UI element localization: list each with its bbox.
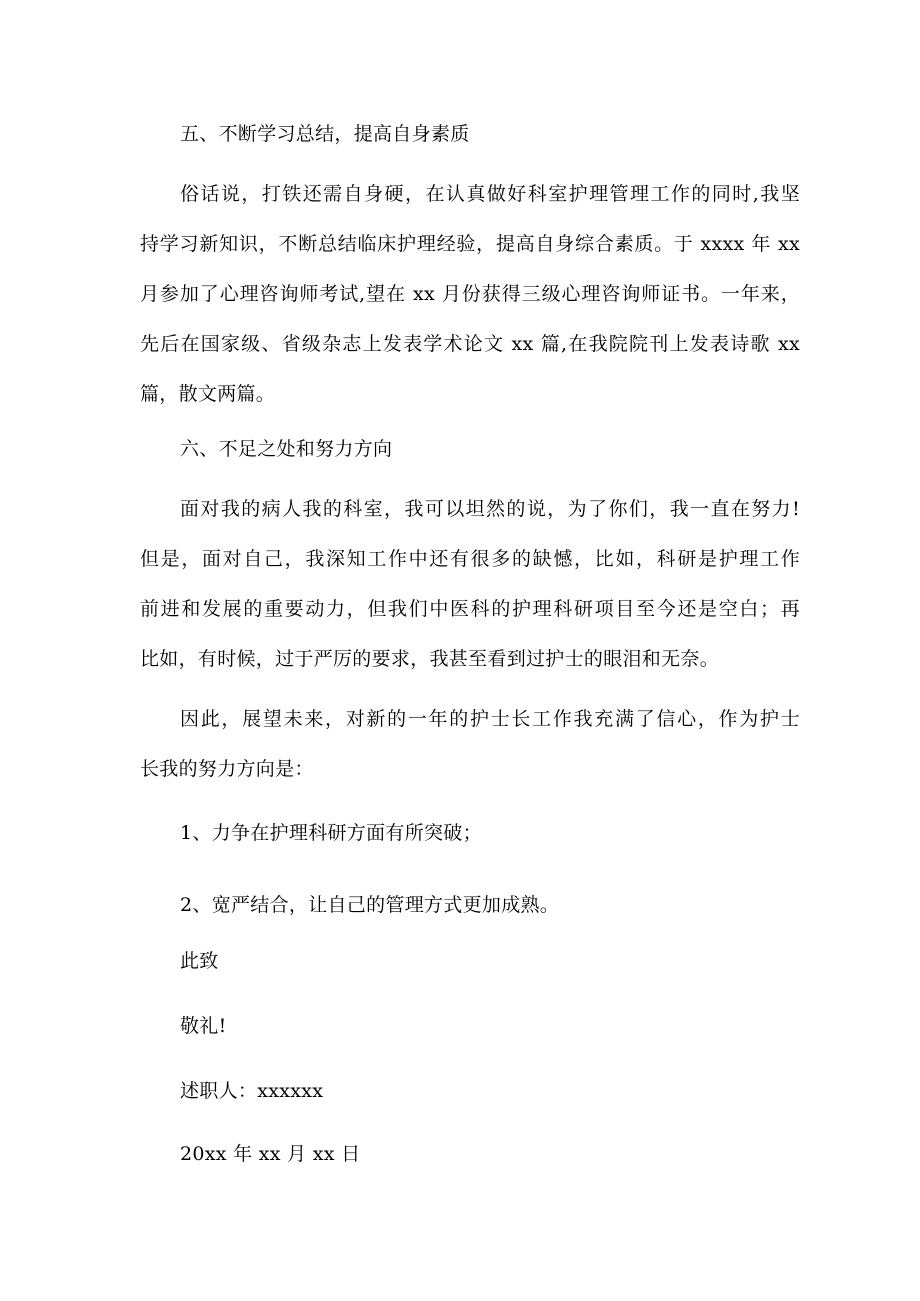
paragraph-line: 篇，散文两篇。 bbox=[140, 383, 276, 405]
paragraph-line: 长我的努力方向是： bbox=[140, 758, 314, 780]
paragraph-line: 比如，有时候，过于严厉的要求，我甚至看到过护士的眼泪和无奈。 bbox=[140, 648, 720, 670]
section-heading-5: 五、不断学习总结，提高自身素质 bbox=[180, 123, 470, 145]
closing-salutation: 此致 bbox=[180, 950, 219, 972]
date-line: 20xx 年 xx 月 xx 日 bbox=[180, 1143, 361, 1165]
paragraph-line: 但是，面对自己，我深知工作中还有很多的缺憾，比如，科研是护理工作 bbox=[140, 548, 800, 570]
closing-regards: 敬礼! bbox=[180, 1015, 227, 1037]
paragraph-line: 先后在国家级、省级杂志上发表学术论文 xx 篇,在我院院刊上发表诗歌 xx bbox=[140, 333, 800, 355]
section-heading-6: 六、不足之处和努力方向 bbox=[180, 438, 393, 460]
list-item-2: 2、宽严结合，让自己的管理方式更加成熟。 bbox=[180, 894, 560, 916]
paragraph-line: 月参加了心理咨询师考试,望在 xx 月份获得三级心理咨询师证书。一年来， bbox=[140, 283, 800, 305]
paragraph-line: 面对我的病人我的科室，我可以坦然的说，为了你们，我一直在努力! bbox=[180, 498, 800, 520]
signer-line: 述职人：xxxxxx bbox=[180, 1080, 324, 1102]
paragraph-line: 俗话说，打铁还需自身硬，在认真做好科室护理管理工作的同时,我坚 bbox=[180, 183, 800, 205]
paragraph-line: 前进和发展的重要动力，但我们中医科的护理科研项目至今还是空白；再 bbox=[140, 598, 800, 620]
paragraph-line: 因此，展望未来，对新的一年的护士长工作我充满了信心，作为护士 bbox=[180, 708, 800, 730]
paragraph-line: 持学习新知识，不断总结临床护理经验，提高自身综合素质。于 xxxx 年 xx bbox=[140, 233, 800, 255]
list-item-1: 1、力争在护理科研方面有所突破； bbox=[180, 822, 482, 844]
